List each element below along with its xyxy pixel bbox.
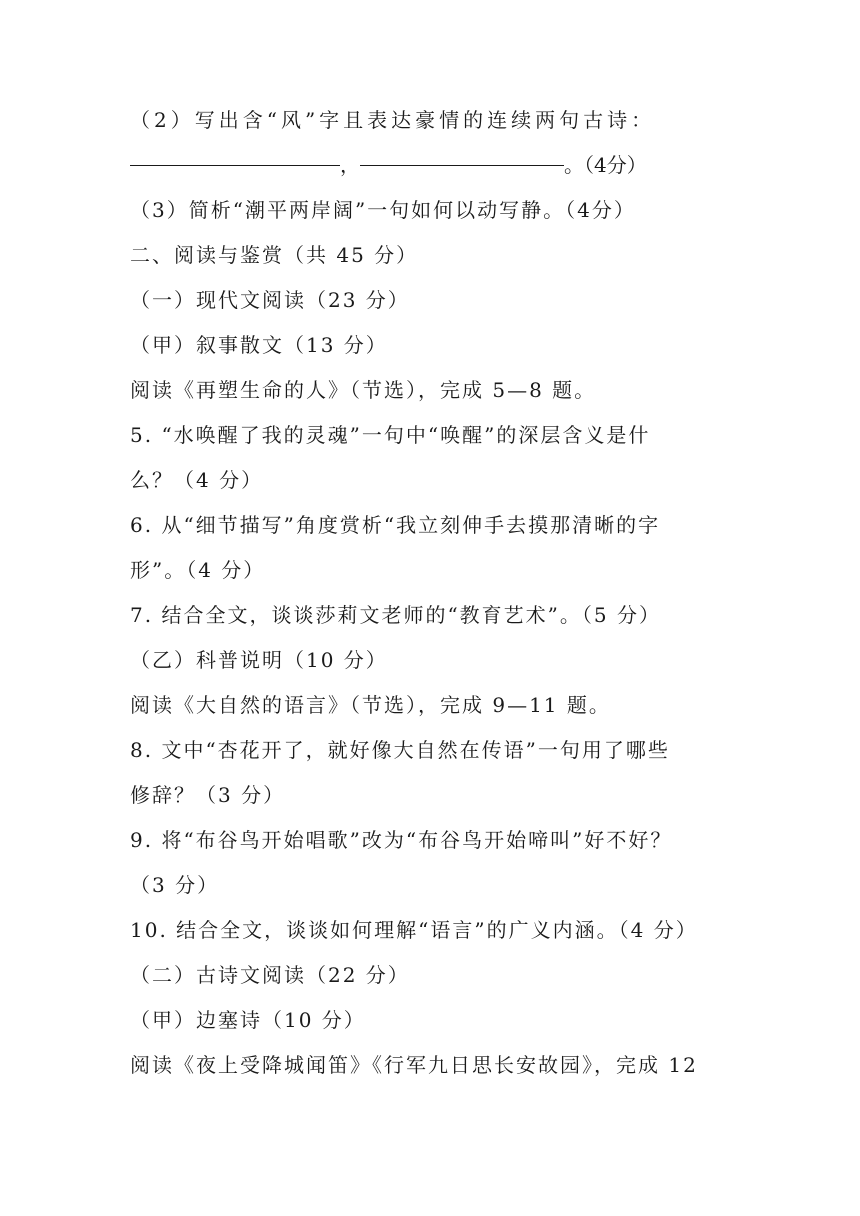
question-7: 7. 结合全文，谈谈莎莉文老师的“教育艺术”。（5 分） — [130, 603, 661, 627]
reading-instruction-3: 阅读《夜上受降城闻笛》《行军九日思长安故园》，完成 12 — [130, 1053, 698, 1077]
question-8-line-2: 修辞？（3 分） — [130, 783, 286, 807]
blank-separator: ， — [340, 153, 360, 177]
question-10: 10. 结合全文，谈谈如何理解“语言”的广义内涵。（4 分） — [130, 918, 698, 942]
question-6-line-2: 形”。（4 分） — [130, 558, 266, 582]
blank-score: 。（4分） — [564, 153, 647, 177]
question-3-prompt: （3）简析“潮平两岸阔”一句如何以动写静。（4分） — [130, 198, 636, 222]
question-2-prompt: （2）写出含“风”字且表达豪情的连续两句古诗： — [130, 108, 656, 132]
subsection-classical-poetry: （二）古诗文阅读（22 分） — [130, 963, 410, 987]
subsection-science-text: （乙）科普说明（10 分） — [130, 648, 388, 672]
question-5-line-1: 5. “水唤醒了我的灵魂”一句中“唤醒”的深层含义是什 — [130, 423, 651, 447]
question-6-line-1: 6. 从“细节描写”角度赏析“我立刻伸手去摸那清晰的字 — [130, 513, 661, 537]
subsection-frontier-poetry: （甲）边塞诗（10 分） — [130, 1008, 366, 1032]
question-5-line-2: 么？（4 分） — [130, 468, 264, 492]
answer-blank-1 — [130, 164, 340, 166]
question-9-line-1: 9. 将“布谷鸟开始唱歌”改为“布谷鸟开始啼叫”好不好？ — [130, 828, 673, 852]
document-page — [130, 98, 740, 1088]
subsection-modern-text: （一）现代文阅读（23 分） — [130, 288, 410, 312]
question-8-line-1: 8. 文中“杏花开了，就好像大自然在传语”一句用了哪些 — [130, 738, 670, 762]
answer-blank-2 — [360, 164, 564, 166]
section-heading-reading: 二、阅读与鉴赏（共 45 分） — [130, 243, 419, 267]
answer-blank-line — [130, 143, 740, 188]
reading-instruction-2: 阅读《大自然的语言》（节选），完成 9—11 题。 — [130, 693, 611, 717]
reading-instruction-1: 阅读《再塑生命的人》（节选），完成 5—8 题。 — [130, 378, 597, 402]
subsection-narrative-prose: （甲）叙事散文（13 分） — [130, 333, 388, 357]
question-9-line-2: （3 分） — [130, 873, 220, 897]
